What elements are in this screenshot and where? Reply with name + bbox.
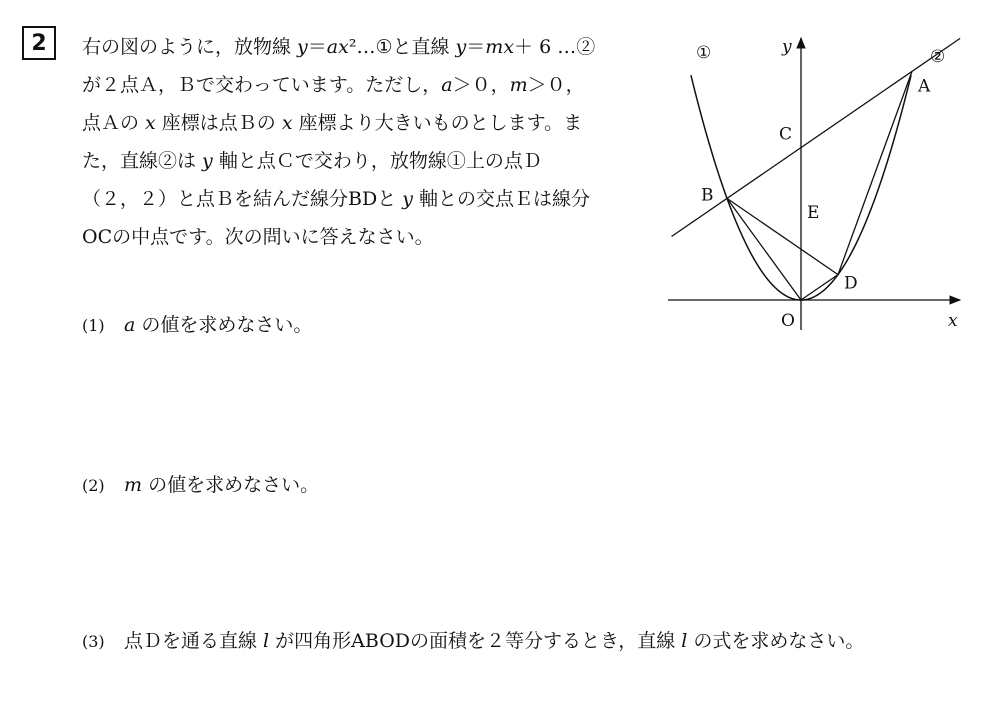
math-variable: m (509, 74, 528, 96)
math-variable: y (402, 188, 413, 210)
statement-line: 点Ａの x 座標は点Ｂの x 座標より大きいものとします。ま (82, 112, 583, 134)
question-text: a の値を求めなさい。 (124, 314, 313, 336)
question-text: m の値を求めなさい。 (124, 474, 320, 496)
question-number: (3) (82, 632, 105, 651)
y-axis-label: y (782, 37, 792, 57)
segment-da (838, 71, 912, 274)
parabola-label: ① (696, 43, 712, 63)
question-number: (1) (82, 316, 105, 335)
line-label: ② (930, 47, 946, 67)
math-variable: m (124, 474, 143, 496)
figure (660, 30, 970, 340)
question-1 (82, 310, 312, 341)
math-variable: a (441, 74, 453, 96)
problem-statement (82, 28, 662, 256)
point-d-label: D (844, 273, 858, 294)
math-variable: l (681, 630, 688, 652)
problem-number: 2 (22, 26, 56, 60)
statement-line: OCの中点です。次の問いに答えなさい。 (82, 226, 434, 248)
point-o-label: O (781, 311, 795, 331)
point-b-label: B (701, 185, 714, 206)
point-e-label: E (807, 202, 820, 223)
x-axis-label: x (948, 311, 958, 331)
question-number: (2) (82, 476, 105, 495)
math-variable: y (297, 36, 308, 58)
statement-line: た，直線②は y 軸と点Ｃで交わり，放物線①上の点Ｄ (82, 150, 542, 172)
math-variable: x (281, 112, 293, 134)
question-2 (82, 470, 319, 501)
segment-ob (727, 198, 801, 300)
math-variable: mx (485, 36, 515, 58)
math-variable: a (124, 314, 136, 336)
math-variable: ax (326, 36, 349, 58)
math-variable: l (263, 630, 270, 652)
statement-line: 右の図のように，放物線 y＝ax²…①と直線 y＝mx＋ 6 …② (82, 36, 596, 58)
point-a-label: A (918, 76, 931, 97)
math-variable: y (455, 36, 467, 58)
statement-line: が２点Ａ，Ｂで交わっています。ただし，a＞０，m＞０， (82, 74, 585, 96)
segment-bd (727, 198, 838, 274)
statement-line: （２，２）と点Ｂを結んだ線分BDと y 軸との交点Ｅは線分 (82, 188, 591, 210)
question-text: 点Ｄを通る直線 l が四角形ABODの面積を２等分するとき，直線 l の式を求めなさい。 (124, 630, 865, 652)
math-variable: y (202, 150, 213, 172)
point-c-label: C (779, 124, 793, 145)
math-variable: x (145, 112, 156, 134)
segment-od (801, 275, 838, 300)
question-3 (82, 626, 864, 657)
